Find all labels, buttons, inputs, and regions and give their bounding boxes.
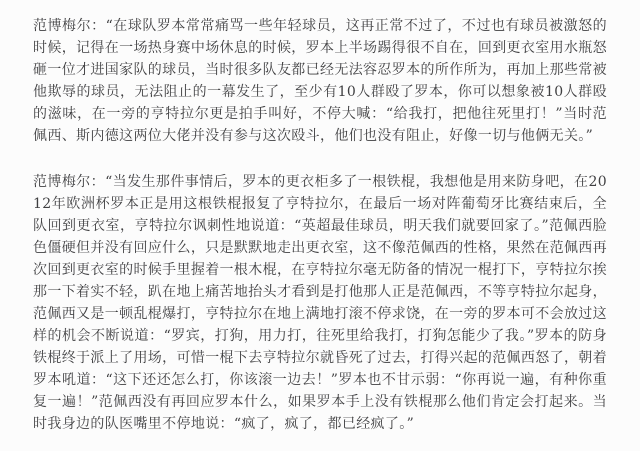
article-paragraph-2: 范博梅尔：“当发生那件事情后，罗本的更衣柜多了一根铁棍，我想他是用来防身吧，在2012年欧洲杯罗本正是用这根铁棍报复了亨特拉尔，在最后一场对阵葡萄牙比赛结束后，全队回到更衣室，亨特拉尔讽刺性地说道：“英超最佳球员，明天我们就要回家了。”范佩西脸色僵硬但并没有回应什么，只是默默地走出更衣室，这不像范佩西的性格，果然在范佩西再次回到更衣室的时候手里握着一根木棍，在亨特拉尔毫无防备的情况一棍打下，亨特拉尔挨那一下着实不轻，趴在地上痛苦地抬头才看到是打他那人正是范佩西，不等亨特拉尔起身，范佩西又是一顿乱棍爆打，亨特拉尔在地上满地打滚不停求饶，在一旁的罗本可不会放过这样的机会不断说道：“罗宾，打狗，用力打，往死里给我打，打狗怎能少了我。”罗本的防身铁棍终于派上了用场，可惜一棍下去亨特拉尔就昏死了过去，打得兴起的范佩西怒了，朝着罗本吼道：“这下还还怎么打，你该滚一边去！”罗本也不甘示弱：“你再说一遍，有种你重复一遍！”范佩西没有再回应罗本什么，如果罗本手上没有铁棍那么他们肯定会打起来。当时我身边的队医嘴里不停地说：“疯了，疯了，都已经疯了。”	[33, 174, 607, 432]
article-paragraph-1: 范博梅尔：“在球队罗本常常痛骂一些年轻球员，这再正常不过了，不过也有球员被激怒的时候，记得在一场热身赛中场休息的时候，罗本上半场踢得很不自在，回到更衣室用水瓶怒砸一位才进国家队的球员，当时很多队友都已经无法容忍罗本的所作所为，再加上那些常被他欺辱的球员，无法阻止的一幕发生了，至少有10人群殴了罗本，你可以想象被10人群殴的滋味，在一旁的亨特拉尔更是拍手叫好，不停大喊：“给我打，把他往死里打！”当时范佩西、斯内德这两位大佬并没有参与这次殴斗，他们也没有阻止，好像一切与他俩无关。”	[33, 18, 607, 144]
